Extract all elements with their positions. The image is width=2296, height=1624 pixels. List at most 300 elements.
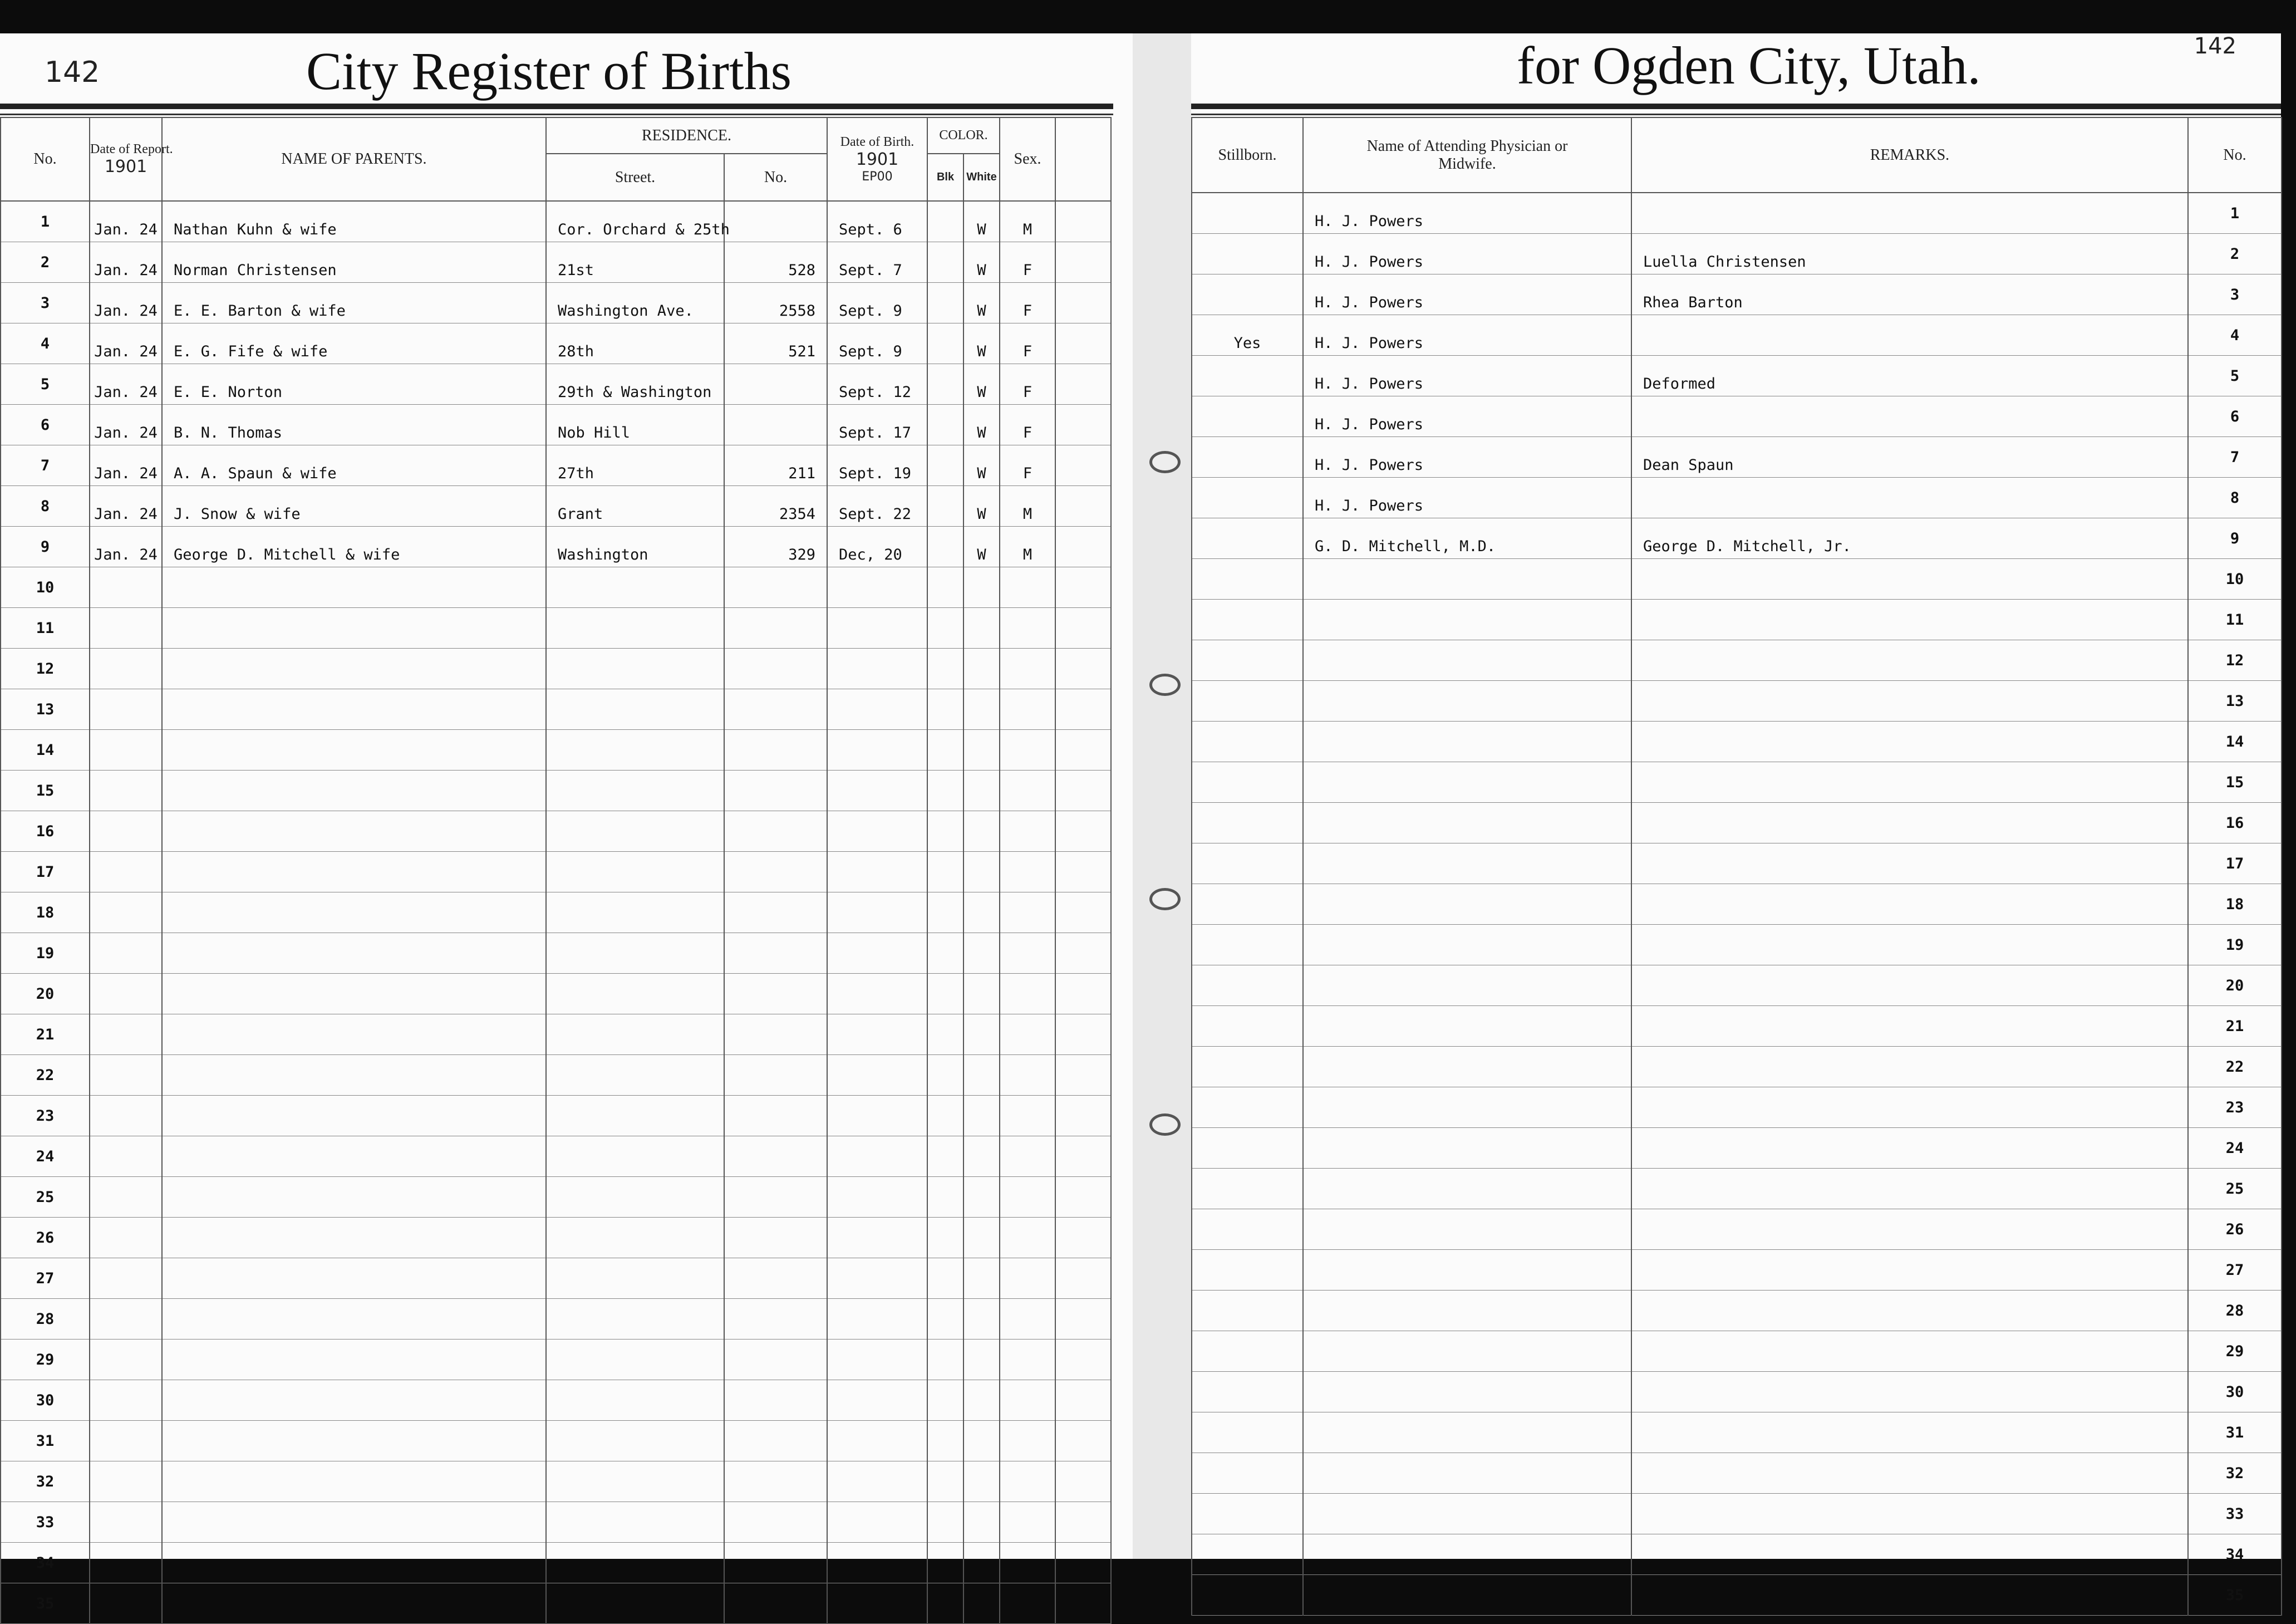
stillborn [1192, 884, 1303, 925]
name-of-parents [162, 1218, 546, 1258]
color-blk [927, 974, 963, 1014]
stillborn [1192, 1128, 1303, 1169]
date-of-report: Jan. 24 [90, 283, 162, 323]
blank-cell [1055, 1014, 1111, 1055]
date-of-report [90, 1299, 162, 1340]
blank-cell [1055, 649, 1111, 689]
col-header-white: White [963, 154, 1000, 201]
remarks [1631, 803, 2188, 843]
residence-street [546, 1502, 724, 1543]
name-of-parents [162, 1421, 546, 1461]
row-number: 19 [2188, 925, 2282, 965]
row-number: 31 [1, 1421, 90, 1461]
date-of-birth: Dec, 20 [827, 527, 927, 567]
residence-number [724, 771, 827, 811]
name-of-parents [162, 933, 546, 974]
row-number: 8 [1, 486, 90, 527]
residence-number [724, 1461, 827, 1502]
color-blk [927, 283, 963, 323]
col-header-sex: Sex. [1000, 117, 1055, 201]
color-white [963, 1502, 1000, 1543]
row-number: 12 [2188, 640, 2282, 681]
color-blk [927, 1461, 963, 1502]
date-of-birth [827, 1502, 927, 1543]
date-of-report [90, 1380, 162, 1421]
date-of-birth: Sept. 7 [827, 242, 927, 283]
row-number: 28 [2188, 1291, 2282, 1331]
residence-number [724, 933, 827, 974]
stillborn [1192, 803, 1303, 843]
color-blk [927, 852, 963, 892]
residence-number [724, 364, 827, 405]
table-row [1192, 722, 2282, 762]
row-number: 29 [1, 1340, 90, 1380]
attending-physician: H. J. Powers [1303, 478, 1631, 518]
color-blk [927, 649, 963, 689]
residence-number [724, 1177, 827, 1218]
attending-physician [1303, 925, 1631, 965]
residence-street [546, 811, 724, 852]
blank-cell [1055, 1096, 1111, 1136]
row-number: 27 [2188, 1250, 2282, 1291]
sex [1000, 1380, 1055, 1421]
name-of-parents: George D. Mitchell & wife [162, 527, 546, 567]
stillborn [1192, 640, 1303, 681]
table-row [1192, 518, 2282, 559]
blank-cell [1055, 811, 1111, 852]
attending-physician: G. D. Mitchell, M.D. [1303, 518, 1631, 559]
birth-annotation: EP00 [862, 169, 893, 184]
date-of-birth [827, 1461, 927, 1502]
row-number: 5 [2188, 356, 2282, 396]
name-of-parents: Nathan Kuhn & wife [162, 201, 546, 242]
sex: F [1000, 283, 1055, 323]
residence-street [546, 1299, 724, 1340]
col-header-no: No. [2188, 117, 2282, 193]
row-number: 13 [2188, 681, 2282, 722]
blank-cell [1055, 1461, 1111, 1502]
blank-cell [1055, 892, 1111, 933]
color-white: W [963, 405, 1000, 445]
color-white [963, 892, 1000, 933]
stillborn [1192, 518, 1303, 559]
name-of-parents [162, 1055, 546, 1096]
table-row [1, 201, 1111, 242]
remarks [1631, 1006, 2188, 1047]
page-number-mark: 142 [2194, 33, 2236, 59]
date-of-report [90, 1014, 162, 1055]
color-white [963, 689, 1000, 730]
attending-physician [1303, 600, 1631, 640]
residence-number [724, 1502, 827, 1543]
name-of-parents [162, 1583, 546, 1624]
row-number: 14 [2188, 722, 2282, 762]
col-header-name-of-parents: NAME OF PARENTS. [162, 117, 546, 201]
row-number: 6 [1, 405, 90, 445]
residence-street: Cor. Orchard & 25th [546, 201, 724, 242]
color-white [963, 1014, 1000, 1055]
sex: F [1000, 323, 1055, 364]
color-white [963, 771, 1000, 811]
row-number: 16 [1, 811, 90, 852]
name-of-parents [162, 730, 546, 771]
name-of-parents [162, 852, 546, 892]
remarks [1631, 600, 2188, 640]
residence-street [546, 1380, 724, 1421]
remarks [1631, 559, 2188, 600]
attending-physician [1303, 843, 1631, 884]
row-number: 34 [1, 1543, 90, 1583]
remarks: Luella Christensen [1631, 234, 2188, 274]
attending-physician [1303, 1453, 1631, 1494]
blank-cell [1055, 1421, 1111, 1461]
table-row [1, 1258, 1111, 1299]
remarks [1631, 640, 2188, 681]
table-row [1, 933, 1111, 974]
sex [1000, 892, 1055, 933]
table-row [1192, 681, 2282, 722]
sex: F [1000, 364, 1055, 405]
date-of-report [90, 1096, 162, 1136]
sex: F [1000, 405, 1055, 445]
table-row [1192, 234, 2282, 274]
sex [1000, 852, 1055, 892]
table-row [1192, 356, 2282, 396]
remarks [1631, 1209, 2188, 1250]
residence-number [724, 1096, 827, 1136]
attending-physician [1303, 965, 1631, 1006]
left-table-body [1, 201, 1111, 1624]
residence-street [546, 852, 724, 892]
date-of-report [90, 852, 162, 892]
table-row [1, 1014, 1111, 1055]
stillborn [1192, 1209, 1303, 1250]
color-blk [927, 1421, 963, 1461]
residence-number [724, 689, 827, 730]
stillborn [1192, 843, 1303, 884]
residence-number [724, 649, 827, 689]
row-number: 30 [2188, 1372, 2282, 1412]
date-of-birth: Sept. 6 [827, 201, 927, 242]
remarks [1631, 1412, 2188, 1453]
residence-street [546, 1340, 724, 1380]
residence-number [724, 1340, 827, 1380]
remarks [1631, 762, 2188, 803]
date-of-birth [827, 933, 927, 974]
date-of-birth [827, 1258, 927, 1299]
stillborn [1192, 478, 1303, 518]
name-of-parents [162, 567, 546, 608]
row-number: 10 [2188, 559, 2282, 600]
residence-number [724, 1543, 827, 1583]
color-blk [927, 933, 963, 974]
date-of-birth [827, 1380, 927, 1421]
date-of-birth: Sept. 19 [827, 445, 927, 486]
color-blk [927, 608, 963, 649]
row-number: 2 [1, 242, 90, 283]
remarks [1631, 1250, 2188, 1291]
blank-cell [1055, 933, 1111, 974]
row-number: 31 [2188, 1412, 2282, 1453]
table-row [1192, 1250, 2282, 1291]
date-of-birth [827, 1340, 927, 1380]
table-row [1, 405, 1111, 445]
remarks [1631, 1331, 2188, 1372]
name-of-parents [162, 1014, 546, 1055]
row-number: 33 [1, 1502, 90, 1543]
name-of-parents [162, 1258, 546, 1299]
color-blk [927, 1014, 963, 1055]
stillborn [1192, 396, 1303, 437]
table-row [1192, 437, 2282, 478]
color-blk [927, 1258, 963, 1299]
table-row [1, 852, 1111, 892]
stillborn [1192, 1534, 1303, 1575]
date-of-report [90, 974, 162, 1014]
sex [1000, 689, 1055, 730]
residence-street [546, 1461, 724, 1502]
date-of-report: Jan. 24 [90, 364, 162, 405]
color-white: W [963, 445, 1000, 486]
row-number: 26 [2188, 1209, 2282, 1250]
col-header-street: Street. [546, 154, 724, 201]
table-row [1, 527, 1111, 567]
residence-number [724, 567, 827, 608]
residence-number [724, 974, 827, 1014]
sex [1000, 1299, 1055, 1340]
name-of-parents [162, 1502, 546, 1543]
table-row [1192, 1331, 2282, 1372]
date-of-birth [827, 1096, 927, 1136]
date-of-birth [827, 892, 927, 933]
row-number: 17 [1, 852, 90, 892]
blank-cell [1055, 1380, 1111, 1421]
date-of-birth [827, 1583, 927, 1624]
left-page [0, 33, 1133, 1612]
binder-ring [1149, 674, 1181, 696]
color-white: W [963, 242, 1000, 283]
row-number: 3 [1, 283, 90, 323]
table-row [1192, 1169, 2282, 1209]
date-of-birth [827, 649, 927, 689]
color-white [963, 1299, 1000, 1340]
name-of-parents: B. N. Thomas [162, 405, 546, 445]
table-row [1, 323, 1111, 364]
residence-number [724, 608, 827, 649]
row-number: 19 [1, 933, 90, 974]
table-row [1192, 884, 2282, 925]
table-row [1, 730, 1111, 771]
blank-cell [1055, 527, 1111, 567]
sex [1000, 1258, 1055, 1299]
table-row [1, 892, 1111, 933]
row-number: 7 [1, 445, 90, 486]
date-of-birth [827, 730, 927, 771]
sex [1000, 771, 1055, 811]
remarks [1631, 925, 2188, 965]
table-row [1, 1502, 1111, 1543]
stillborn [1192, 1006, 1303, 1047]
residence-street [546, 933, 724, 974]
row-number: 24 [2188, 1128, 2282, 1169]
table-row [1192, 1128, 2282, 1169]
residence-number [724, 405, 827, 445]
blank-cell [1055, 323, 1111, 364]
date-of-birth [827, 608, 927, 649]
stillborn [1192, 356, 1303, 396]
table-row [1192, 193, 2282, 234]
residence-number [724, 201, 827, 242]
table-row [1, 1461, 1111, 1502]
attending-physician [1303, 1494, 1631, 1534]
header-rule-thin [0, 114, 1113, 115]
attending-physician [1303, 1575, 1631, 1616]
remarks: George D. Mitchell, Jr. [1631, 518, 2188, 559]
col-header-physician: Name of Attending Physician or Midwife. [1303, 117, 1631, 193]
table-row [1, 486, 1111, 527]
row-number: 1 [2188, 193, 2282, 234]
blank-cell [1055, 1055, 1111, 1096]
sex [1000, 1136, 1055, 1177]
table-row [1, 1421, 1111, 1461]
residence-street [546, 1583, 724, 1624]
blank-cell [1055, 1218, 1111, 1258]
residence-street [546, 1258, 724, 1299]
blank-cell [1055, 1177, 1111, 1218]
row-number: 27 [1, 1258, 90, 1299]
date-of-report [90, 811, 162, 852]
remarks [1631, 965, 2188, 1006]
table-row [1, 1543, 1111, 1583]
table-row [1192, 315, 2282, 356]
stillborn [1192, 1250, 1303, 1291]
color-white [963, 1461, 1000, 1502]
remarks [1631, 1534, 2188, 1575]
sex [1000, 1502, 1055, 1543]
name-of-parents [162, 1177, 546, 1218]
color-white [963, 1258, 1000, 1299]
residence-street: Washington [546, 527, 724, 567]
row-number: 3 [2188, 274, 2282, 315]
residence-street [546, 1136, 724, 1177]
color-white [963, 1583, 1000, 1624]
row-number: 8 [2188, 478, 2282, 518]
remarks [1631, 478, 2188, 518]
date-of-birth [827, 1421, 927, 1461]
attending-physician [1303, 1534, 1631, 1575]
row-number: 13 [1, 689, 90, 730]
row-number: 15 [1, 771, 90, 811]
blank-cell [1055, 1258, 1111, 1299]
col-header-remarks: REMARKS. [1631, 117, 2188, 193]
row-number: 22 [2188, 1047, 2282, 1087]
table-row [1192, 600, 2282, 640]
attending-physician [1303, 1372, 1631, 1412]
table-row [1, 649, 1111, 689]
color-blk [927, 1096, 963, 1136]
date-of-birth [827, 567, 927, 608]
blank-cell [1055, 730, 1111, 771]
table-row [1192, 1372, 2282, 1412]
attending-physician [1303, 1087, 1631, 1128]
residence-number [724, 1421, 827, 1461]
blank-cell [1055, 1299, 1111, 1340]
col-header-blk: Blk [927, 154, 963, 201]
date-of-birth: Sept. 22 [827, 486, 927, 527]
residence-number [724, 1299, 827, 1340]
date-of-report [90, 1055, 162, 1096]
residence-number: 521 [724, 323, 827, 364]
color-white [963, 933, 1000, 974]
stillborn [1192, 1412, 1303, 1453]
row-number: 16 [2188, 803, 2282, 843]
attending-physician: H. J. Powers [1303, 234, 1631, 274]
stillborn [1192, 274, 1303, 315]
remarks [1631, 1453, 2188, 1494]
date-of-report [90, 689, 162, 730]
color-white [963, 974, 1000, 1014]
sex: F [1000, 242, 1055, 283]
table-row [1, 364, 1111, 405]
color-white: W [963, 364, 1000, 405]
color-blk [927, 1136, 963, 1177]
name-of-parents [162, 974, 546, 1014]
blank-cell [1055, 852, 1111, 892]
row-number: 25 [1, 1177, 90, 1218]
stillborn [1192, 681, 1303, 722]
table-row [1, 567, 1111, 608]
stillborn [1192, 1453, 1303, 1494]
color-blk [927, 486, 963, 527]
births-register-table [0, 117, 1112, 1624]
attending-physician [1303, 1250, 1631, 1291]
color-blk [927, 1543, 963, 1583]
table-row [1192, 965, 2282, 1006]
residence-number [724, 1258, 827, 1299]
color-blk [927, 892, 963, 933]
sex: F [1000, 445, 1055, 486]
residence-number [724, 1014, 827, 1055]
sex [1000, 649, 1055, 689]
name-of-parents [162, 1461, 546, 1502]
stillborn [1192, 925, 1303, 965]
color-white [963, 1421, 1000, 1461]
stillborn [1192, 559, 1303, 600]
remarks [1631, 1494, 2188, 1534]
date-of-report [90, 1258, 162, 1299]
table-row [1192, 1575, 2282, 1616]
color-blk [927, 242, 963, 283]
blank-cell [1055, 445, 1111, 486]
table-row [1, 1218, 1111, 1258]
residence-street [546, 1421, 724, 1461]
attending-physician: H. J. Powers [1303, 396, 1631, 437]
table-row [1, 689, 1111, 730]
color-blk [927, 1055, 963, 1096]
color-blk [927, 1502, 963, 1543]
row-number: 10 [1, 567, 90, 608]
binder-ring [1149, 451, 1181, 473]
attending-physician [1303, 1209, 1631, 1250]
date-of-birth [827, 852, 927, 892]
residence-street [546, 1055, 724, 1096]
row-number: 15 [2188, 762, 2282, 803]
col-header-no: No. [1, 117, 90, 201]
date-of-birth [827, 974, 927, 1014]
residence-street [546, 892, 724, 933]
remarks: Dean Spaun [1631, 437, 2188, 478]
table-row [1, 283, 1111, 323]
